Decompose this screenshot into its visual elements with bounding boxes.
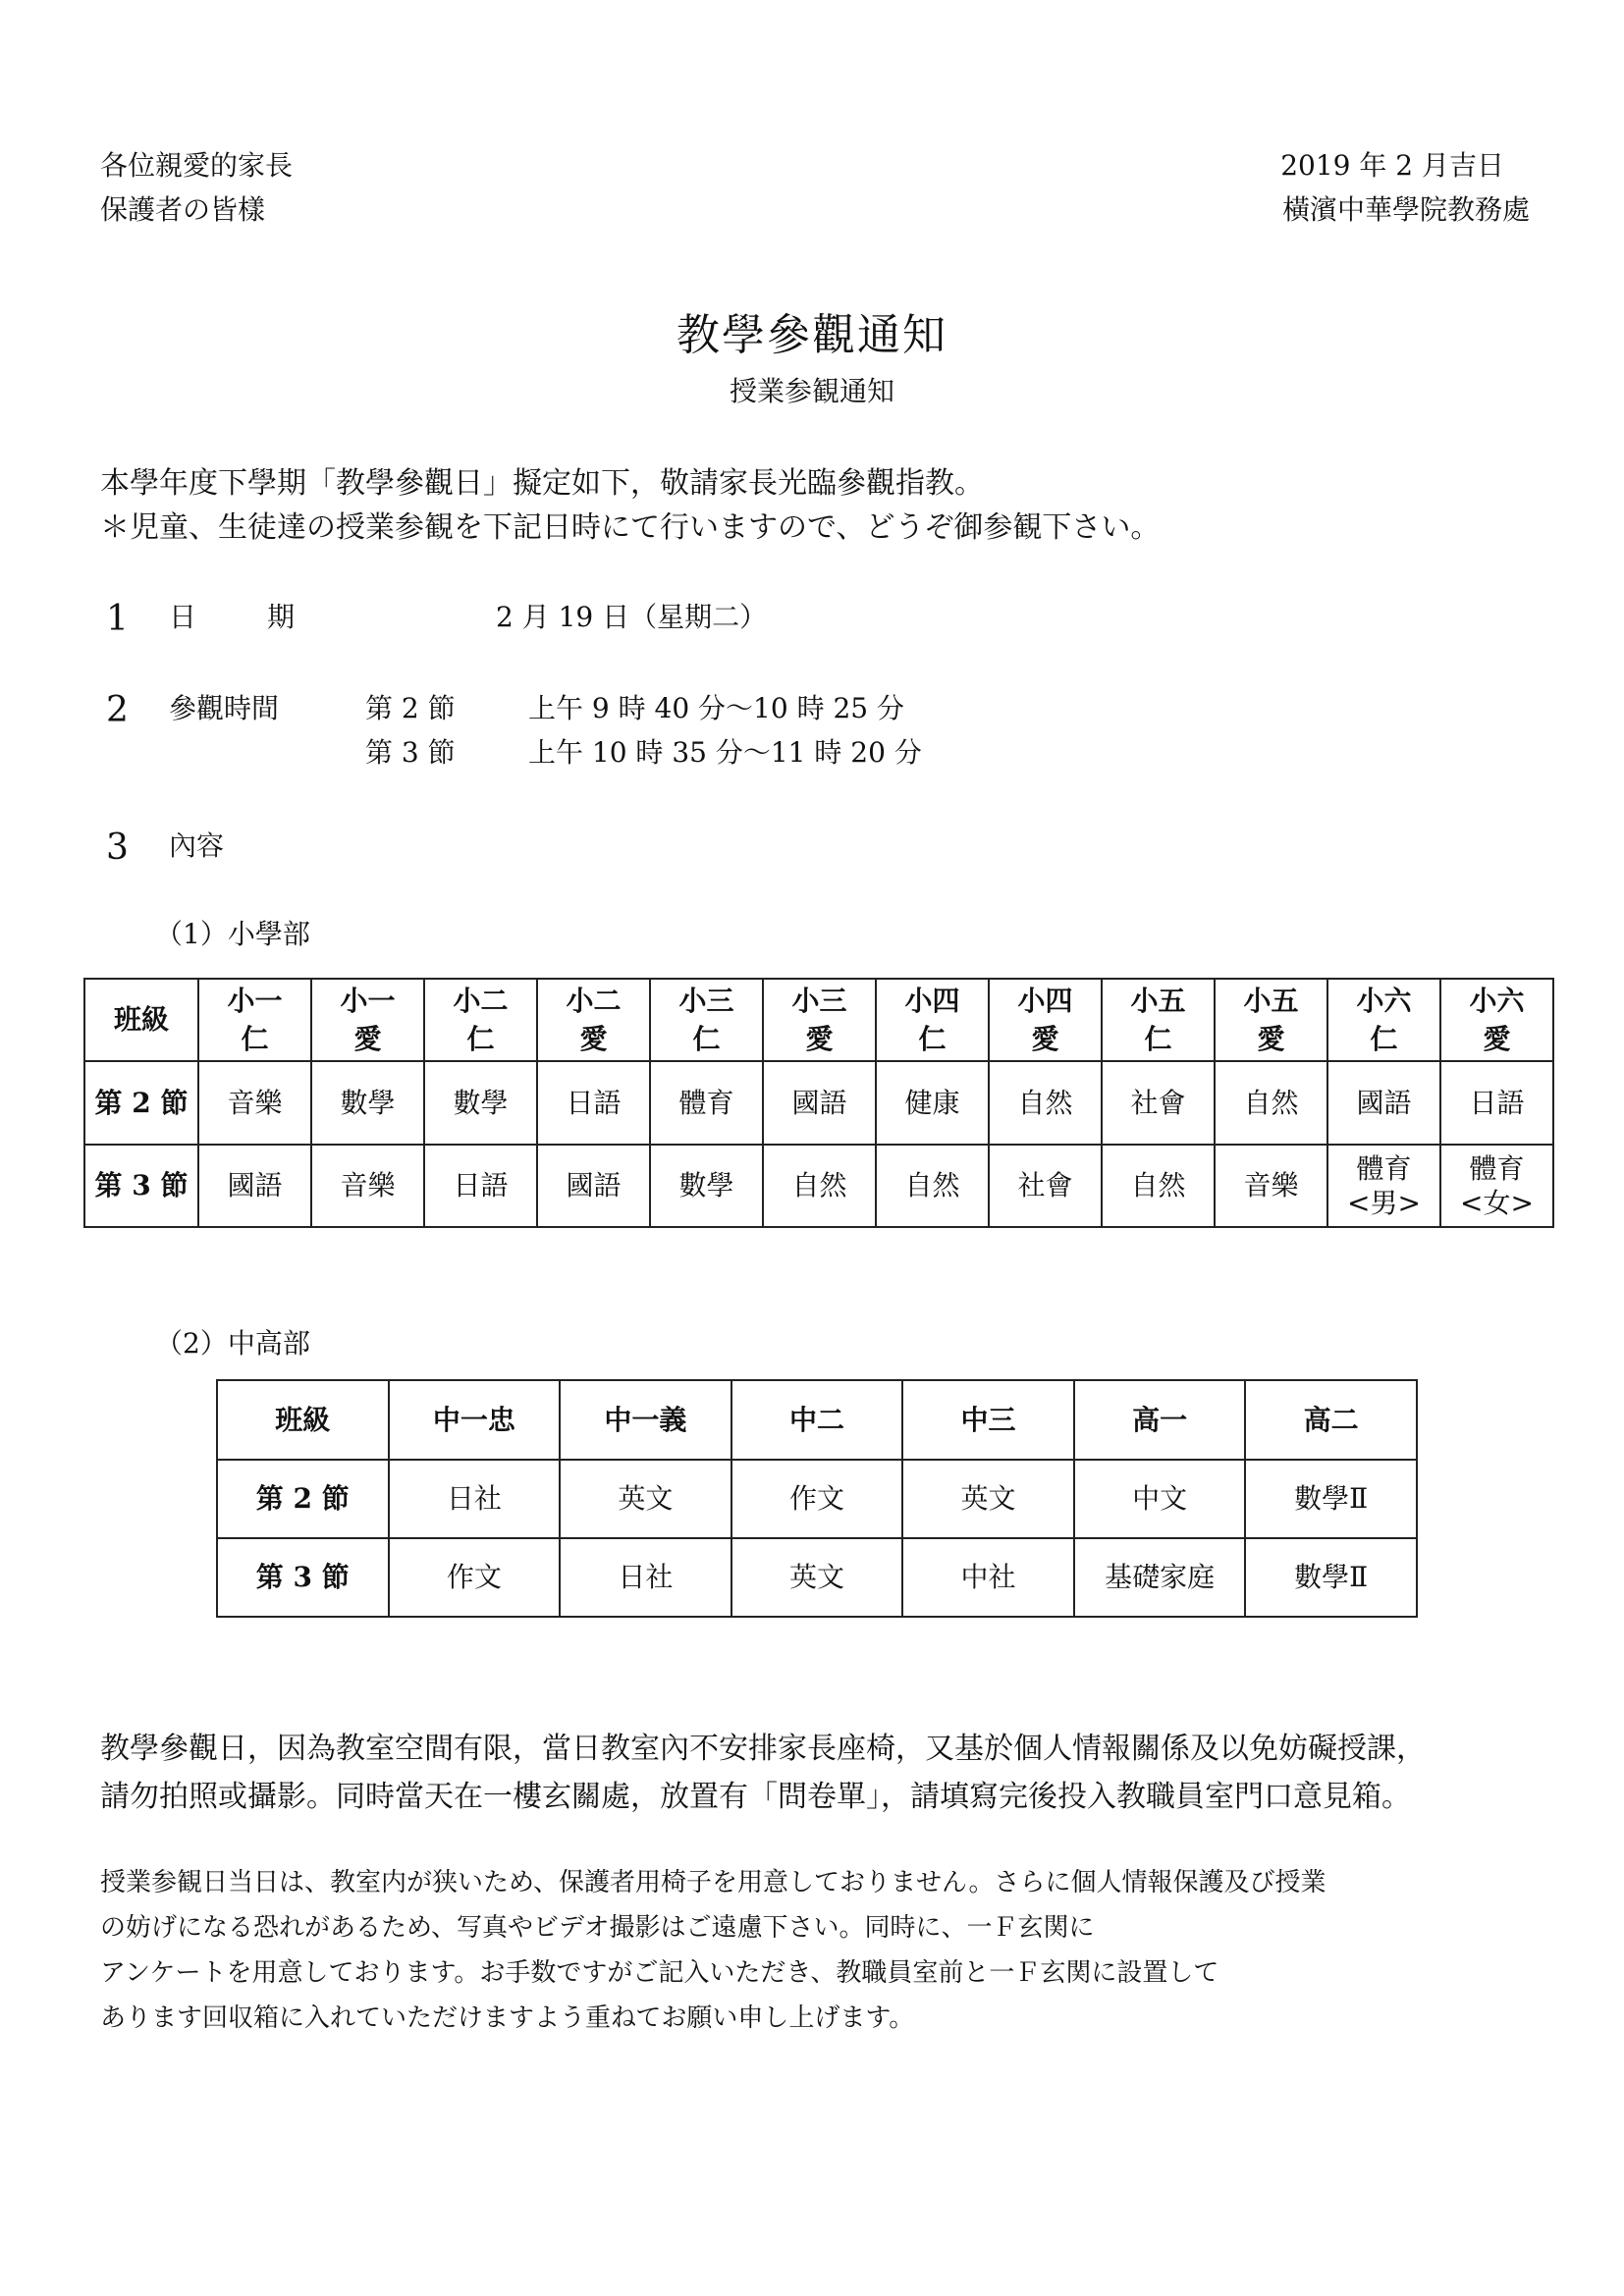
class-header-cell: [1102, 979, 1215, 1061]
subject-cell: [989, 1061, 1102, 1145]
subject-cell: [311, 1145, 424, 1227]
class-header-cell: 班級: [84, 979, 198, 1061]
issuer: 橫濱中華學院教務處: [1281, 193, 1530, 226]
time-label: 參觀時間: [169, 692, 280, 724]
class-header-cell: [424, 979, 537, 1061]
subject-cell: 中社: [902, 1538, 1074, 1617]
class-header-cell: [650, 979, 763, 1061]
subject-text: 體育: [1356, 1152, 1412, 1185]
class-name-part: 小三: [678, 984, 734, 1017]
class-header-cell: [537, 979, 650, 1061]
subject-text: 音樂: [340, 1169, 396, 1202]
class-header-cell: 高二: [1245, 1380, 1417, 1460]
subject-cell: [537, 1061, 650, 1145]
subject-text: 數學: [340, 1086, 396, 1119]
class-name-part: 仁: [692, 1023, 721, 1055]
class-header-cell: [876, 979, 989, 1061]
subject-cell: [198, 1061, 311, 1145]
class-name-part: 小一: [227, 984, 283, 1017]
subject-cell: [763, 1145, 876, 1227]
subject-cell: 英文: [902, 1460, 1074, 1538]
elementary-row-period-2: [84, 1061, 1553, 1145]
subject-text: 自然: [791, 1169, 847, 1202]
subject-text: 音樂: [227, 1086, 283, 1119]
subject-text: <男>: [1347, 1187, 1421, 1219]
subject-text: 體育: [1469, 1152, 1525, 1185]
subject-text: 日語: [453, 1169, 509, 1202]
middle-high-heading: （2）中高部: [155, 1327, 310, 1360]
period-3-label: 第 3 節: [365, 736, 456, 769]
subject-cell: 數學Ⅱ: [1245, 1460, 1417, 1538]
subject-text: <女>: [1460, 1187, 1534, 1219]
elementary-row-period-3: [84, 1145, 1553, 1227]
subject-cell: [424, 1145, 537, 1227]
class-header-cell: [1440, 979, 1553, 1061]
subject-cell: 中文: [1074, 1460, 1246, 1538]
class-header-cell: [311, 979, 424, 1061]
subject-cell: [989, 1145, 1102, 1227]
subject-cell: [650, 1061, 763, 1145]
middle-high-header-row: [217, 1380, 1417, 1460]
page-title: 教學參觀通知: [677, 310, 947, 360]
class-header-cell: 中三: [902, 1380, 1074, 1460]
subject-text: 數學: [453, 1086, 509, 1119]
subject-cell: [424, 1061, 537, 1145]
subject-cell: [1215, 1145, 1327, 1227]
class-header-cell: [989, 979, 1102, 1061]
recipient-ja: 保護者の皆樣: [100, 193, 266, 226]
item-number-3: 3: [106, 828, 129, 868]
class-header-cell: [198, 979, 311, 1061]
class-name-part: 小一: [340, 984, 396, 1017]
note-ja-line-1: 授業参観日当日は、教室内が狭いため、保護者用椅子を用意しておりません。さらに個人情報保護及び授業: [100, 1868, 1326, 1897]
note-ja-line-3: アンケートを用意しております。お手数ですがご記入いただき、教職員室前と一Ｆ玄関に設置して: [100, 1958, 1219, 1988]
page-subtitle: 授業参観通知: [729, 375, 894, 407]
class-header-cell: [763, 979, 876, 1061]
elementary-timetable: [83, 978, 1554, 1228]
subject-cell: [876, 1061, 989, 1145]
subject-cell: [650, 1145, 763, 1227]
date-label-b: 期: [267, 601, 296, 633]
class-name-part: 小六: [1469, 984, 1525, 1017]
subject-cell: [537, 1145, 650, 1227]
class-name-part: 小二: [453, 984, 509, 1017]
subject-text: 自然: [1243, 1086, 1299, 1119]
subject-text: 國語: [791, 1086, 847, 1119]
class-name-part: 小二: [566, 984, 622, 1017]
subject-cell: [311, 1061, 424, 1145]
subject-text: 自然: [1017, 1086, 1073, 1119]
intro-zh: 本學年度下學期「教學參觀日」擬定如下，敬請家長光臨參觀指教。: [100, 466, 984, 501]
subject-cell: 作文: [731, 1460, 903, 1538]
period-2-label: 第 2 節: [365, 692, 456, 724]
class-header-cell: 班級: [217, 1380, 389, 1460]
subject-text: 社會: [1130, 1086, 1186, 1119]
subject-cell: 英文: [731, 1538, 903, 1617]
period-2-time: 上午 9 時 40 分～10 時 25 分: [528, 692, 905, 724]
note-zh-line-1: 教學參觀日，因為教室空間有限，當日教室內不安排家長座椅，又基於個人情報關係及以免妨礙授課，: [100, 1732, 1426, 1766]
subject-cell: [1215, 1061, 1327, 1145]
subject-cell: 日社: [389, 1460, 561, 1538]
subject-cell: [1327, 1061, 1440, 1145]
class-name-part: 小五: [1130, 984, 1186, 1017]
class-name-part: 仁: [1144, 1023, 1172, 1055]
period-header-cell: 第 2 節: [84, 1061, 198, 1145]
subject-text: 音樂: [1243, 1169, 1299, 1202]
subject-cell: 日社: [560, 1538, 731, 1617]
item-number-2: 2: [106, 690, 129, 730]
class-name-part: 仁: [918, 1023, 947, 1055]
item-number-1: 1: [106, 599, 129, 639]
class-header-cell: 中一忠: [389, 1380, 561, 1460]
class-header-cell: [1215, 979, 1327, 1061]
subject-text: 日語: [1469, 1086, 1525, 1119]
middle-high-timetable: [216, 1379, 1418, 1618]
class-name-part: 仁: [466, 1023, 495, 1055]
subject-cell: [198, 1145, 311, 1227]
class-name-part: 愛: [1257, 1023, 1285, 1055]
class-name-part: 愛: [805, 1023, 834, 1055]
subject-text: 社會: [1017, 1169, 1073, 1202]
subject-cell: 英文: [560, 1460, 731, 1538]
subject-cell: [1102, 1061, 1215, 1145]
class-header-cell: 中一義: [560, 1380, 731, 1460]
date-value: 2 月 19 日（星期二）: [496, 601, 768, 633]
class-name-part: 愛: [1031, 1023, 1059, 1055]
subject-cell: 作文: [389, 1538, 561, 1617]
subject-cell: [763, 1061, 876, 1145]
elementary-header-row: [84, 979, 1553, 1061]
subject-text: 自然: [904, 1169, 960, 1202]
period-header-cell: 第 3 節: [84, 1145, 198, 1227]
class-name-part: 愛: [353, 1023, 382, 1055]
note-ja-line-4: あります回収箱に入れていただけますよう重ねてお願い申し上げます。: [100, 2003, 915, 2033]
class-header-cell: 中二: [731, 1380, 903, 1460]
note-ja-line-2: の妨げになる恐れがあるため、写真やビデオ撮影はご遠慮下さい。同時に、一Ｆ玄関に: [100, 1913, 1095, 1943]
class-name-part: 小四: [904, 984, 960, 1017]
subject-text: 國語: [227, 1169, 283, 1202]
class-name-part: 小五: [1243, 984, 1299, 1017]
elementary-heading: （1）小學部: [155, 918, 310, 950]
class-name-part: 小四: [1017, 984, 1073, 1017]
subject-text: 國語: [1356, 1086, 1412, 1119]
subject-cell: 數學Ⅱ: [1245, 1538, 1417, 1617]
class-header-cell: 高一: [1074, 1380, 1246, 1460]
class-name-part: 小三: [791, 984, 847, 1017]
date-label-a: 日: [169, 601, 197, 633]
subject-cell: [876, 1145, 989, 1227]
issue-date: 2019 年 2 月吉日: [1280, 149, 1504, 182]
period-header-cell: 第 3 節: [217, 1538, 389, 1617]
class-name-part: 愛: [1483, 1023, 1511, 1055]
subject-cell: [1440, 1061, 1553, 1145]
content-label: 內容: [169, 829, 225, 862]
subject-text: 國語: [566, 1169, 622, 1202]
class-name-part: 仁: [241, 1023, 269, 1055]
subject-text: 日語: [566, 1086, 622, 1119]
class-header-cell: [1327, 979, 1440, 1061]
subject-text: 數學: [678, 1169, 734, 1202]
subject-text: 健康: [904, 1086, 960, 1119]
class-name-part: 仁: [1370, 1023, 1398, 1055]
recipient-zh: 各位親愛的家長: [100, 149, 294, 182]
class-name-part: 小六: [1356, 984, 1412, 1017]
period-header-cell: 第 2 節: [217, 1460, 389, 1538]
class-name-part: 愛: [579, 1023, 608, 1055]
subject-cell: [1440, 1145, 1553, 1227]
note-zh-line-2: 請勿拍照或攝影。同時當天在一樓玄關處，放置有「問卷單」，請填寫完後投入教職員室門口意見箱。: [100, 1780, 1411, 1814]
subject-cell: [1327, 1145, 1440, 1227]
subject-cell: [1102, 1145, 1215, 1227]
middle-high-row-period-2: [217, 1460, 1417, 1538]
intro-ja: ＊児童、生徒達の授業参観を下記日時にて行いますので、どうぞ御参観下さい。: [100, 510, 1161, 545]
subject-text: 體育: [678, 1086, 734, 1119]
period-3-time: 上午 10 時 35 分～11 時 20 分: [528, 736, 922, 769]
subject-text: 自然: [1130, 1169, 1186, 1202]
middle-high-row-period-3: [217, 1538, 1417, 1617]
subject-cell: 基礎家庭: [1074, 1538, 1246, 1617]
